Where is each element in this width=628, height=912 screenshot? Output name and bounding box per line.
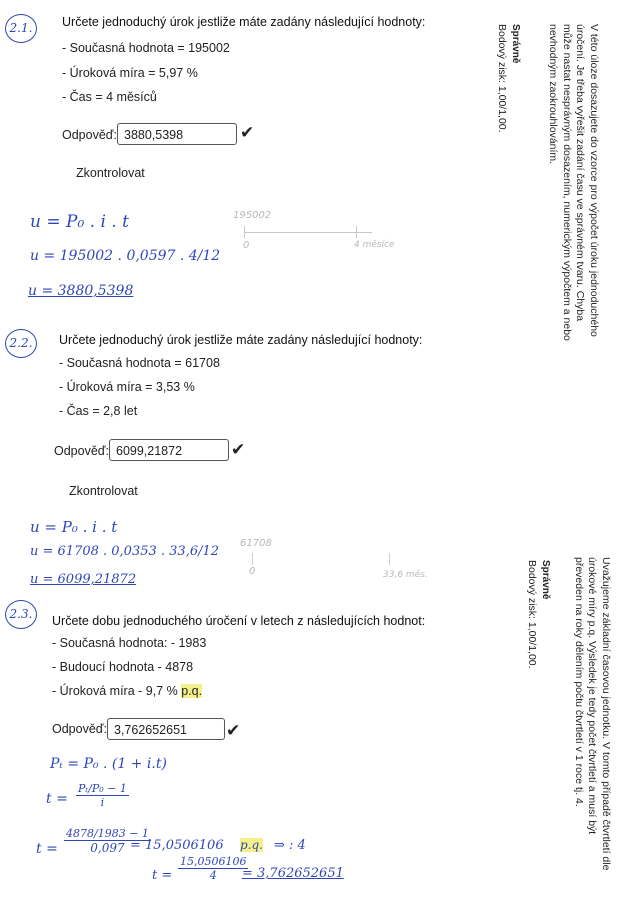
q3-hand-fraction-3 xyxy=(178,855,248,882)
q3-line-3 xyxy=(52,684,202,698)
q3-hand-fraction-3-den: 4 xyxy=(209,869,217,882)
q3-hand-pq-highlight: p.q. xyxy=(240,838,263,852)
q2-line-3: - Čas = 2,8 let xyxy=(59,404,138,418)
q2-check-icon: ✔ xyxy=(231,440,246,459)
q3-answer-label: Odpověď: xyxy=(52,722,107,736)
q3-feedback-line-3: převeden na roky dělením počtu čtvrtletí v 1 roce tj. 4. xyxy=(573,557,585,807)
q1-sketch-label-pv: 195002 xyxy=(233,210,272,221)
q1-answer-label: Odpověď: xyxy=(62,128,117,142)
q3-hand-fraction-3-num: 15,0506106 xyxy=(180,855,247,868)
q1-result xyxy=(495,24,522,133)
q1-line-1: - Současná hodnota = 195002 xyxy=(62,41,230,55)
q3-hand-t-label-1: t = xyxy=(46,791,68,807)
q3-hand-divide-note: ⇒ : 4 xyxy=(274,838,306,853)
q1-status: Správně xyxy=(510,24,521,64)
q2-hand-substitution: u = 61708 . 0,0353 . 33,6/12 xyxy=(30,544,220,559)
q3-hand-quarters: = 15,0506106 xyxy=(130,838,224,853)
q3-score: Bodový zisk: 1,00/1,00. xyxy=(526,560,539,669)
q3-hand-t-label-2: t = xyxy=(36,841,58,857)
q3-feedback-line-2: úrokové míry p.q. Výsledek je tedy počet čtvrtletí a musí být xyxy=(586,557,599,835)
q1-hand-result: u = 3880,5398 xyxy=(28,283,134,299)
q1-sketch-label-zero: 0 xyxy=(243,240,250,251)
q2-title: Určete jednoduchý úrok jestliže máte zadány následující hodnoty: xyxy=(59,333,423,347)
q2-sketch-label-pv: 61708 xyxy=(240,538,272,549)
q2-answer-input[interactable]: 6099,21872 xyxy=(109,439,229,461)
q1-feedback-line-2: úročení. Je třeba vyřešit zadání času ve správném tvaru. Chyba xyxy=(574,24,587,322)
q3-hand-fraction-2-den: 0,097 xyxy=(90,841,125,855)
q3-highlight-pq: p.q. xyxy=(181,684,203,698)
q3-title: Určete dobu jednoduchého úročení v letech z následujících hodnot: xyxy=(52,614,426,628)
q2-sketch-tick-end xyxy=(389,553,390,565)
q3-line-3-text: - Úroková míra - 9,7 % xyxy=(52,684,182,698)
q3-hand-fraction-1-num: Pₜ/P₀ − 1 xyxy=(78,782,127,795)
q2-answer-label: Odpověď: xyxy=(54,444,109,458)
q2-sketch-tick-start xyxy=(252,553,253,565)
q2-hand-formula: u = P₀ . i . t xyxy=(30,518,118,536)
q3-hand-final-result: = 3,762652651 xyxy=(242,866,344,881)
q3-check-icon: ✔ xyxy=(226,721,241,740)
q1-check-icon: ✔ xyxy=(240,123,255,142)
q3-hand-fraction-2-num: 4878/1983 − 1 xyxy=(66,827,149,840)
q1-feedback-line-4: nevhodným zaokrouhlováním. xyxy=(547,24,560,165)
q1-sketch-timeline xyxy=(244,232,372,233)
q3-answer-input[interactable]: 3,762652651 xyxy=(107,718,225,740)
q2-sketch-label-time: 33,6 měs. xyxy=(383,570,428,580)
q3-feedback-line-1: Uvažujeme základní časovou jednotku. V tomto případě čtvrtletí dle xyxy=(600,557,612,871)
q3-hand-fraction-1 xyxy=(76,782,129,809)
q2-number-circle: 2.2. xyxy=(5,329,37,358)
q2-hand-result: u = 6099,21872 xyxy=(30,572,137,587)
q3-result xyxy=(525,560,552,669)
q1-feedback-line-1: V této úloze dosazujete do vzorce pro výpočet úroku jednoduchého xyxy=(588,24,600,337)
q1-line-3: - Čas = 4 měsíců xyxy=(62,90,157,104)
q1-number-circle: 2.1. xyxy=(5,14,37,43)
q3-number-circle: 2.3. xyxy=(5,600,37,629)
q1-check-button[interactable]: Zkontrolovat xyxy=(76,166,145,180)
q2-line-2: - Úroková míra = 3,53 % xyxy=(59,380,195,394)
q1-line-2: - Úroková míra = 5,97 % xyxy=(62,66,198,80)
q2-check-button[interactable]: Zkontrolovat xyxy=(69,484,138,498)
q1-sketch-tick-start xyxy=(244,226,245,238)
q3-feedback xyxy=(572,557,613,870)
q1-title: Určete jednoduchý úrok jestliže máte zadány následující hodnoty: xyxy=(62,15,426,29)
q3-hand-t-label-3: t = xyxy=(152,868,173,883)
q1-feedback-line-3: může nastat nesprávným dosazením, numerickým výpočtem a nebo xyxy=(561,24,573,341)
q2-line-1: - Současná hodnota = 61708 xyxy=(59,356,220,370)
q1-hand-substitution: u = 195002 . 0,0597 . 4/12 xyxy=(30,248,221,264)
q2-sketch-label-zero: 0 xyxy=(249,566,256,577)
q1-answer-input[interactable]: 3880,5398 xyxy=(117,123,237,145)
q1-sketch-tick-end xyxy=(356,226,357,238)
q3-hand-formula: Pₜ = P₀ . (1 + i.t) xyxy=(50,756,167,772)
q1-sketch-label-time: 4 měsíce xyxy=(354,240,395,250)
q3-status: Správně xyxy=(540,560,551,600)
q1-feedback xyxy=(546,24,600,341)
q1-hand-formula: u = P₀ . i . t xyxy=(30,212,129,232)
q1-score: Bodový zisk: 1,00/1,00. xyxy=(496,24,509,133)
q3-line-2: - Budoucí hodnota - 4878 xyxy=(52,660,194,674)
q3-line-1: - Současná hodnota: - 1983 xyxy=(52,636,207,650)
q3-hand-fraction-1-den: i xyxy=(100,796,105,809)
